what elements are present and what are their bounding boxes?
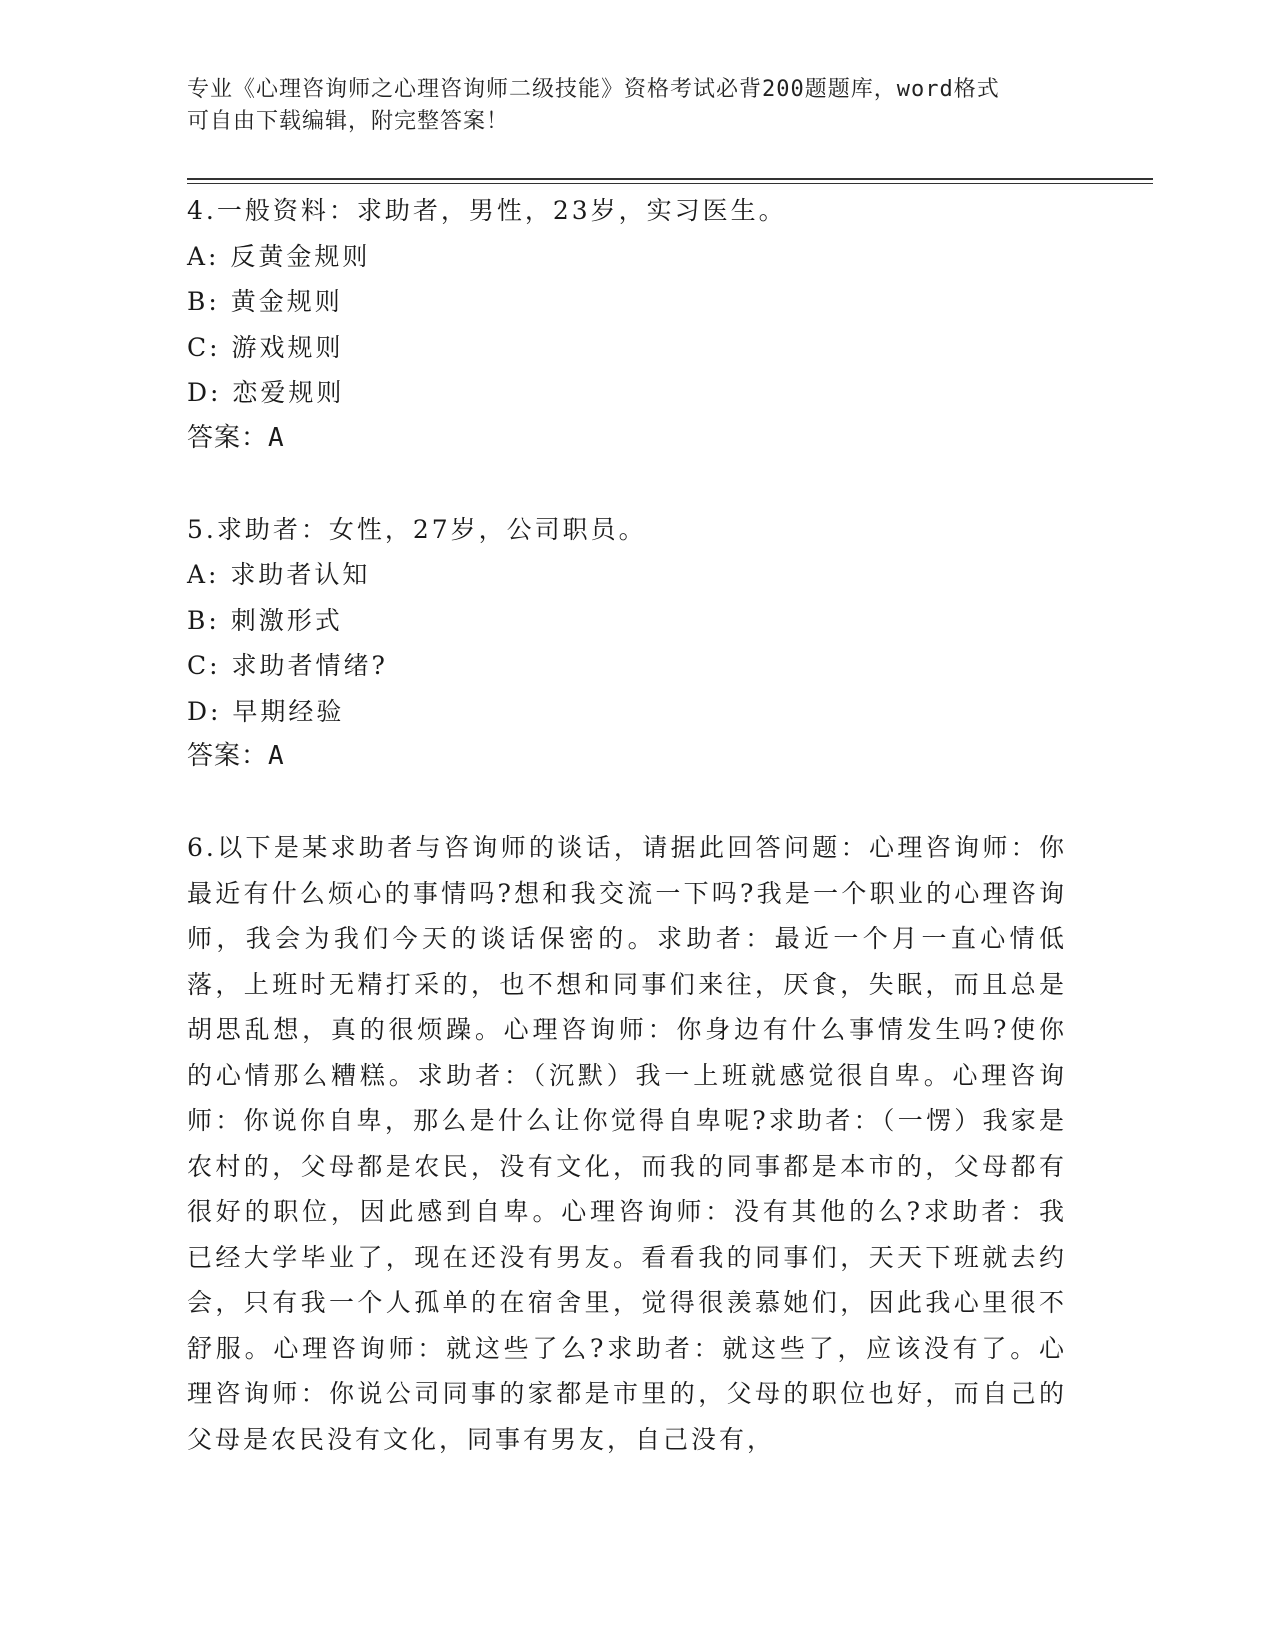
header-title-line-2: 可自由下载编辑，附完整答案！ xyxy=(187,109,510,134)
option-c: C: 游戏规则 xyxy=(187,332,344,362)
question-spacer xyxy=(187,461,1067,507)
option-b: B: 黄金规则 xyxy=(187,287,343,316)
option-d: D: 恋爱规则 xyxy=(187,378,345,407)
option-c: C: 求助者情绪? xyxy=(187,651,388,680)
header-divider-thick xyxy=(187,178,1153,180)
header-title-line-1: 专业《心理咨询师之心理咨询师二级技能》资格考试必背200题题库，word格式 xyxy=(187,77,1000,102)
header-divider-thin xyxy=(187,183,1153,184)
question-block xyxy=(187,825,1067,1462)
question-stem: 5.求助者：女性，27岁，公司职员。 xyxy=(187,514,647,544)
question-stem: 4.一般资料：求助者，男性，23岁，实习医生。 xyxy=(187,196,787,225)
option-a: A: 反黄金规则 xyxy=(187,241,371,271)
document-header xyxy=(187,74,1067,138)
question-spacer xyxy=(187,780,1067,826)
option-b: B: 刺激形式 xyxy=(187,605,343,635)
question-block xyxy=(187,188,1067,461)
option-d: D: 早期经验 xyxy=(187,696,345,726)
question-list xyxy=(187,188,1067,1462)
question-block xyxy=(187,507,1067,780)
question-stem-paragraph: 6.以下是某求助者与咨询师的谈话，请据此回答问题：心理咨询师：你最近有什么烦心的事情吗?想和我交流一下吗?我是一个职业的心理咨询师，我会为我们今天的谈话保密的。求助者：最近一个月一直心情低落，上班时无精打采的，也不想和同事们来往，厌食，失眠，而且总是胡思乱想，真的很烦躁。心理咨询师：你身边有什么事情发生吗?使你的心情那么糟糕。求助者：（沉默）我一上班就感觉很自卑。心理咨询师：你说你自卑，那么是什么让你觉得自卑呢?求助者：（一愣）我家是农村的，父母都是农民，没有文化，而我的同事都是本市的，父母都有很好的职位，因此感到自卑。心理咨询师：没有其他的么?求助者：我已经大学毕业了，现在还没有男友。看看我的同事们，天天下班就去约会，只有我一个人孤单的在宿舍里，觉得很羡慕她们，因此我心里很不舒服。心理咨询师：就这些了么?求助者：就这些了，应该没有了。心理咨询师：你说公司同事的家都是市里的，父母的职位也好，而自己的父母是农民没有文化，同事有男友，自己没有， xyxy=(187,833,1067,1454)
answer-line: 答案：A xyxy=(187,422,285,453)
option-a: A: 求助者认知 xyxy=(187,560,371,589)
answer-line: 答案：A xyxy=(187,741,285,771)
